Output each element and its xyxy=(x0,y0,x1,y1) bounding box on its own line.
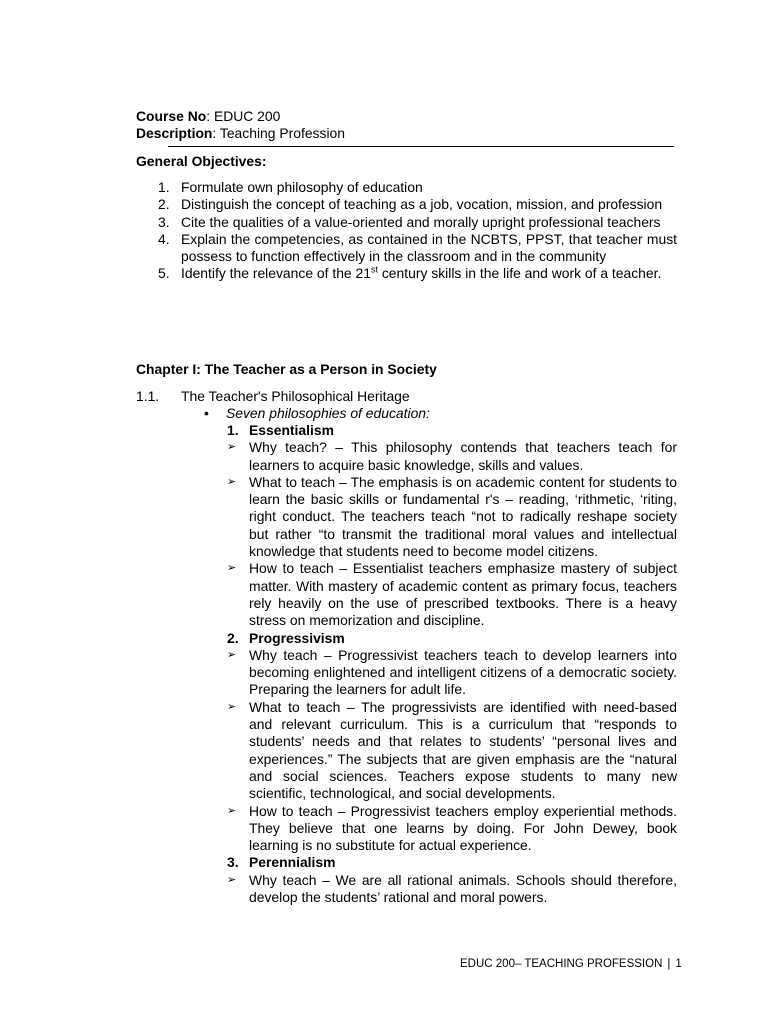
objective-item xyxy=(136,179,677,196)
objective-text-after: century skills in the life and work of a teacher. xyxy=(377,265,662,282)
objective-item xyxy=(136,265,677,282)
description-label: Description xyxy=(136,125,213,142)
objective-text: Distinguish the concept of teaching as a job, vocation, mission, and profession xyxy=(181,196,663,213)
objective-item xyxy=(136,196,677,213)
page-footer xyxy=(460,956,682,973)
objective-number: 4. xyxy=(158,230,170,247)
philosophy-point xyxy=(227,647,677,699)
philosophy-number: 3. xyxy=(227,854,239,871)
philosophy-point xyxy=(227,699,677,803)
arrowhead-bullet-icon: ➢ xyxy=(227,648,237,661)
description-value: : Teaching Profession xyxy=(212,125,345,142)
general-objectives-title: General Objectives: xyxy=(136,153,267,169)
objective-number: 5. xyxy=(158,265,170,282)
objective-text: Cite the qualities of a value-oriented and morally upright professional teachers xyxy=(181,213,661,230)
document-page xyxy=(136,108,677,906)
philosophy-point xyxy=(227,439,677,474)
course-number-value: : EDUC 200 xyxy=(206,108,281,124)
point-text: How to teach – Essentialist teachers emphasize mastery of subject matter. With mastery of academic content as primary focus, teachers rely heavily on the use of prescribed textbooks. There is a heavy stress on memorization and discipline. xyxy=(249,560,677,629)
objective-text: Explain the competencies, as contained in the NCBTS, PPST, that teacher must possess to function effectively in the classroom and in the community xyxy=(181,230,677,265)
page-number: 1 xyxy=(675,958,682,970)
philosophies-list xyxy=(227,422,677,906)
course-number-line xyxy=(136,108,677,125)
objective-item xyxy=(136,231,677,266)
point-text: What to teach – The progressivists are identified with need-based and relevant curriculum. This is a curriculum that “responds to students’ needs and that relates to students’ “personal lives and experiences.” The subjects that are given emphasis are the “natural and social sciences. Teachers expose students to many new scientific, technological, and social developments. xyxy=(249,698,677,802)
philosophy-title xyxy=(227,630,677,647)
objective-number: 1. xyxy=(158,179,170,195)
point-text: Why teach? – This philosophy contends that teachers teach for learners to acquire basic knowledge, skills and values. xyxy=(249,439,677,473)
point-text: Why teach – Progressivist teachers teach to develop learners into becoming enlightened and intelligent citizens of a democratic society. Preparing the learners for adult life. xyxy=(249,646,677,698)
philosophy-point xyxy=(227,474,677,560)
objective-number: 2. xyxy=(158,196,170,213)
philosophy-title xyxy=(227,422,677,439)
philosophy-number: 2. xyxy=(227,629,239,646)
sub-heading-title: The Teacher's Philosophical Heritage xyxy=(181,388,410,404)
arrowhead-bullet-icon: ➢ xyxy=(227,441,237,454)
arrowhead-bullet-icon: ➢ xyxy=(227,700,237,713)
arrowhead-bullet-icon: ➢ xyxy=(227,475,237,488)
philosophy-number: 1. xyxy=(227,422,239,438)
chapter-title: Chapter I: The Teacher as a Person in Society xyxy=(136,361,437,377)
bullet-text: Seven philosophies of education: xyxy=(226,405,430,421)
philosophy-point xyxy=(227,872,677,907)
objective-number: 3. xyxy=(158,213,170,230)
point-text: What to teach – The emphasis is on academic content for students to learn the basic skills or fundamental r's – reading, ‘rithmetic, ‘riting, right conduct. The teachers teach “not to radically reshape society but rather “to transmit the traditional moral values and intellectual knowledge that students need to become model citizens. xyxy=(249,473,677,560)
philosophy-name: Essentialism xyxy=(249,422,334,438)
description-line xyxy=(136,125,677,142)
arrowhead-bullet-icon: ➢ xyxy=(227,804,237,817)
philosophy-name: Perennialism xyxy=(249,854,336,871)
philosophy-point xyxy=(227,803,677,855)
arrowhead-bullet-icon: ➢ xyxy=(227,873,237,886)
course-number-label: Course No xyxy=(136,108,207,124)
philosophy-title xyxy=(227,854,677,871)
philosophy-point xyxy=(227,560,677,629)
footer-separator: | xyxy=(667,958,671,970)
sub-heading-number: 1.1. xyxy=(136,388,160,404)
header-divider xyxy=(168,146,674,147)
objective-superscript: st xyxy=(370,264,378,275)
objectives-list xyxy=(136,179,677,283)
philosophy-name: Progressivism xyxy=(249,629,345,646)
point-text: How to teach – Progressivist teachers employ experiential methods. They believe that one learns by doing. For John Dewey, book learning is no substitute for actual experience. xyxy=(249,802,677,854)
arrowhead-bullet-icon: ➢ xyxy=(227,562,237,575)
objective-text: Formulate own philosophy of education xyxy=(181,179,423,195)
point-text: Why teach – We are all rational animals. Schools should therefore, develop the students’ rational and moral powers. xyxy=(249,871,677,906)
footer-text: EDUC 200– TEACHING PROFESSION xyxy=(460,958,663,970)
objective-text-before: Identify the relevance of the 21 xyxy=(181,265,371,282)
objective-item xyxy=(136,214,677,231)
bullet-dot-icon: • xyxy=(204,405,209,421)
